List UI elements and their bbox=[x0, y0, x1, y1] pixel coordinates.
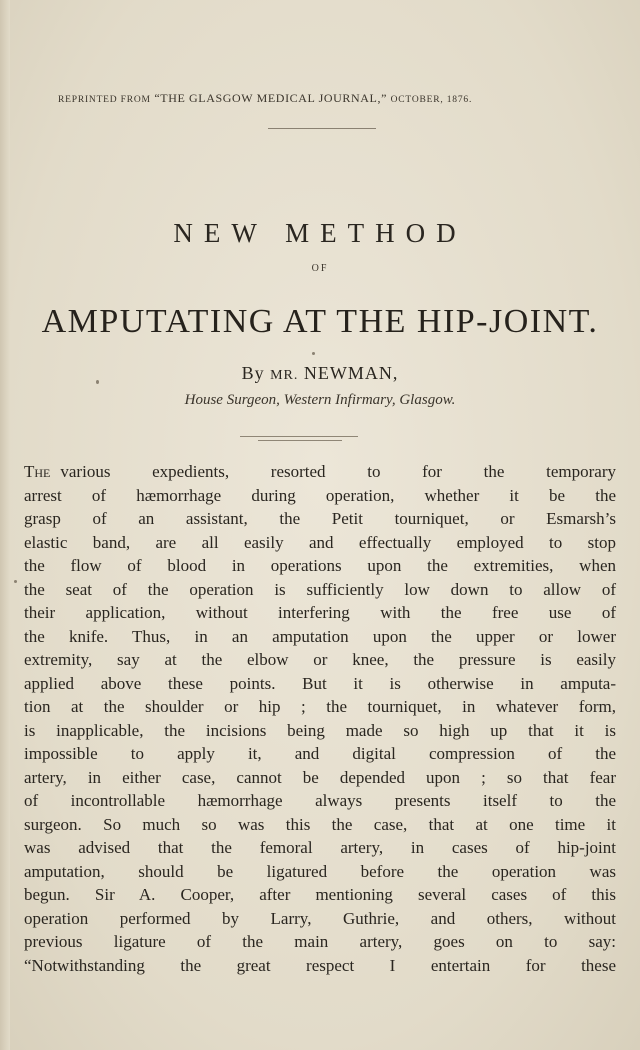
author-name: NEWMAN, bbox=[303, 363, 399, 383]
text-line: their application, without interfering with the free use of bbox=[24, 603, 616, 622]
text-line: of incontrollable hæmorrhage always presents itself to the bbox=[24, 791, 616, 810]
text-line: the flow of blood in operations upon the extremities, when bbox=[24, 556, 616, 575]
reprint-journal: “THE GLASGOW MEDICAL JOURNAL,” bbox=[154, 91, 388, 105]
reprint-notice bbox=[58, 91, 618, 106]
text-line: grasp of an assistant, the Petit tourniquet, or Esmarsh’s bbox=[24, 509, 616, 528]
text-line: elastic band, are all easily and effectually employed to stop bbox=[24, 532, 616, 552]
text-line: amputation, should be ligatured before the operation was bbox=[24, 861, 616, 881]
text-line: surgeon. So much so was this the case, that at one time it bbox=[24, 814, 616, 834]
text-line: artery, in either case, cannot be depended upon ; so that fear bbox=[24, 767, 616, 787]
author-affiliation: House Surgeon, Western Infirmary, Glasgow. bbox=[184, 392, 456, 408]
paper-speck bbox=[14, 580, 17, 583]
text-line: previous ligature of the main artery, goes on to say: bbox=[24, 932, 616, 951]
author-prefix: MR. bbox=[270, 368, 299, 383]
text-line: arrest of hæmorrhage during operation, whether it be the bbox=[24, 485, 616, 505]
text-line: is inapplicable, the incisions being made so high up that it is bbox=[24, 720, 616, 740]
text-line: operation performed by Larry, Guthrie, and others, without bbox=[24, 908, 616, 928]
text-line: impossible to apply it, and digital compression of the bbox=[24, 744, 616, 763]
title-main: AMPUTATING AT THE HIP-JOINT. bbox=[41, 303, 599, 340]
reprint-prefix: REPRINTED FROM bbox=[58, 95, 151, 105]
section-rule-bottom bbox=[258, 440, 342, 441]
section-rule-top bbox=[240, 436, 358, 437]
title-line-2: OF bbox=[311, 263, 329, 274]
text-line: The various expedients, resorted to for the temporary bbox=[24, 462, 616, 481]
author-by: By bbox=[241, 363, 265, 383]
page-gutter bbox=[0, 0, 10, 1050]
title-line-1: NEW METHOD bbox=[173, 218, 467, 248]
lead-word: The bbox=[24, 462, 51, 481]
text-line: tion at the shoulder or hip ; the tourniquet, in whatever form, bbox=[24, 697, 616, 716]
text-line: extremity, say at the elbow or knee, the pressure is easily bbox=[24, 650, 616, 669]
text-line: applied above these points. But it is otherwise in amputa- bbox=[24, 673, 616, 693]
reprint-date: OCTOBER, 1876. bbox=[390, 95, 473, 105]
text-line: begun. Sir A. Cooper, after mentioning several cases of this bbox=[24, 885, 616, 904]
text-line: the seat of the operation is sufficiently low down to allow of bbox=[24, 579, 616, 599]
paper-speck bbox=[312, 352, 315, 355]
paper-speck bbox=[96, 380, 99, 384]
text-line: “Notwithstanding the great respect I entertain for these bbox=[24, 955, 616, 975]
text-line: the knife. Thus, in an amputation upon the upper or lower bbox=[24, 626, 616, 646]
body-paragraph bbox=[24, 460, 616, 977]
text-line: was advised that the femoral artery, in cases of hip-joint bbox=[24, 838, 616, 857]
header-rule bbox=[268, 128, 376, 129]
